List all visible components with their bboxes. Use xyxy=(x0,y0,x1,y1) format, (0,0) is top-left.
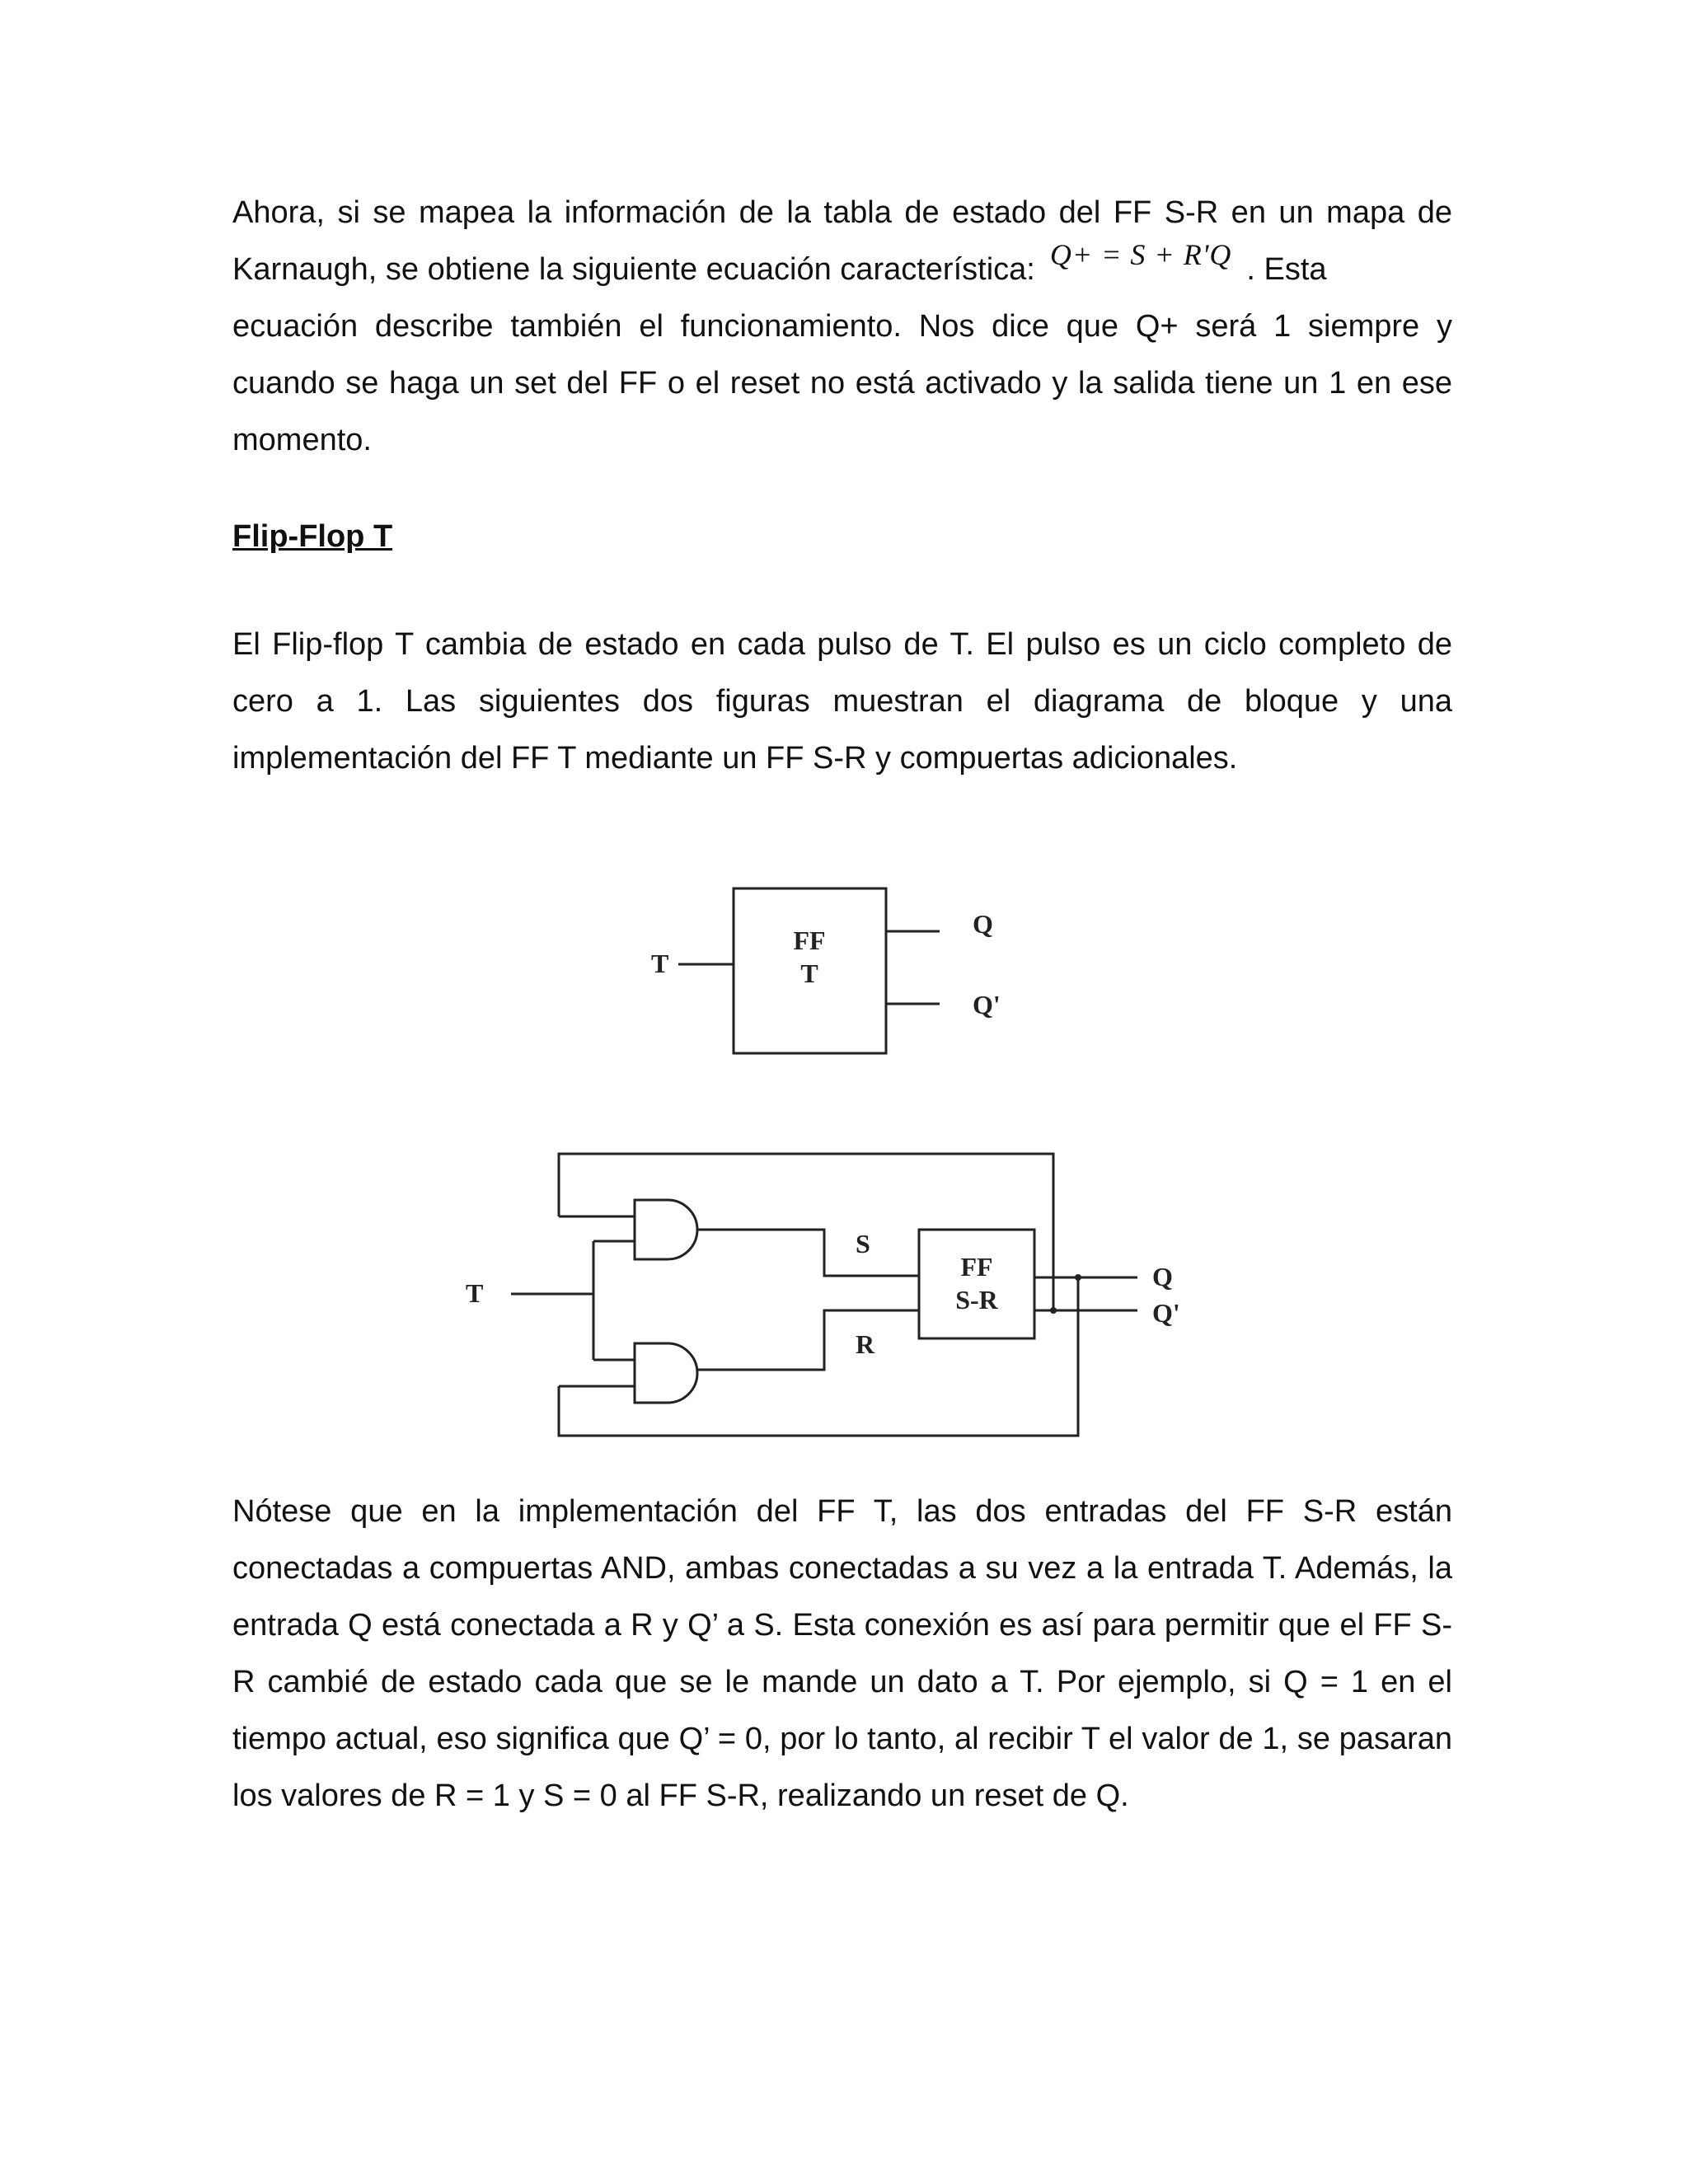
ff-t-block-diagram xyxy=(610,865,1039,1071)
input-t-label: T xyxy=(651,949,669,978)
ff-sr-box xyxy=(919,1230,1034,1338)
characteristic-equation: Q+ = S + R'Q xyxy=(1049,238,1232,271)
junction-q-not xyxy=(1050,1307,1057,1314)
paragraph-rest: ecuación describe también el funcionamiento. Nos dice que Q+ será 1 siempre y cuando se haga un set del FF o el reset no está activado y la salida tiene un 1 en ese momento. xyxy=(232,309,1452,457)
ff-t-box-label-2: T xyxy=(800,958,818,988)
output-q-not-label: Q' xyxy=(1152,1298,1180,1328)
output-q-label: Q xyxy=(973,909,993,939)
paragraph-line-2 xyxy=(232,238,1452,298)
paragraph-karnaugh xyxy=(232,185,1452,469)
ff-sr-box-label-2: S-R xyxy=(955,1285,998,1315)
paragraph-explanation xyxy=(232,1483,1452,1825)
section-heading: Flip-Flop T xyxy=(232,519,393,554)
line-2-text: Karnaugh, se obtiene la siguiente ecuación característica: xyxy=(232,252,1035,287)
line-2-tail: . Esta xyxy=(1246,252,1327,287)
input-t-label: T xyxy=(466,1278,484,1308)
output-q-not-label: Q' xyxy=(973,990,1001,1019)
paragraph-text: Nótese que en la implementación del FF T, las dos entradas del FF S-R están conectadas a compuertas AND, ambas conectadas a su vez a la entrada T. Además, la entrada Q está conectada a R y Q’ a S. Esta conexión es así para permitir que el FF S-R cambié de estado cada que se le mande un dato a T. Por ejemplo, si Q = 1 en el tiempo actual, eso significa que Q’ = 0, por lo tanto, al recibir T el valor de 1, se pasaran los valores de R = 1 y S = 0 al FF S-R, realizando un reset de Q. xyxy=(232,1494,1452,1813)
ff-sr-box-label-1: FF xyxy=(960,1252,993,1282)
s-label: S xyxy=(856,1229,870,1258)
paragraph-flipflop-t xyxy=(232,616,1452,787)
feedback-wire-bottom xyxy=(559,1277,1078,1436)
r-label: R xyxy=(856,1329,875,1359)
paragraph-line-1: Ahora, si se mapea la información de la tabla de estado del FF S-R en un mapa de xyxy=(232,195,1452,230)
and-gate-top xyxy=(635,1200,697,1259)
ff-t-box-label-1: FF xyxy=(793,926,826,955)
r-wire xyxy=(697,1310,919,1370)
and-gate-bottom xyxy=(635,1343,697,1403)
paragraph-text: El Flip-flop T cambia de estado en cada pulso de T. El pulso es un ciclo completo de cero a 1. Las siguientes dos figuras muestran el diagrama de bloque y una implementación del FF T mediante un FF S-R y compuertas adicionales. xyxy=(232,627,1452,776)
output-q-label: Q xyxy=(1152,1262,1173,1291)
ff-t-implementation-diagram xyxy=(445,1137,1236,1451)
s-wire xyxy=(697,1230,919,1276)
junction-q xyxy=(1075,1274,1081,1281)
